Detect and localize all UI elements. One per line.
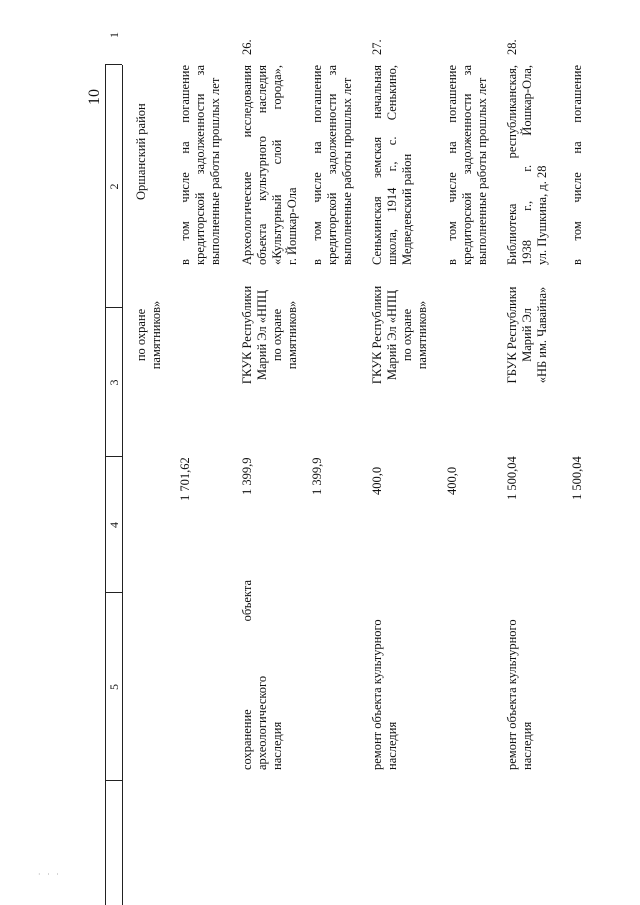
text-line: кредиторской задолженности за (460, 65, 474, 265)
carry-over-executor (134, 280, 164, 390)
executor-line: ГКУК Республики (240, 285, 254, 385)
text-line: 1938 г., г. Йошкар-Ола, (520, 65, 534, 265)
text-line: ремонт объекта культурного наследия (370, 619, 399, 770)
text-line: Сенькинская земская начальная (370, 65, 384, 265)
row-purpose (240, 580, 285, 770)
text-line: Медведевский район (400, 153, 414, 265)
text-line: г. Йошкар-Ола (285, 187, 299, 265)
text-line: выполненные работы прошлых лет (475, 77, 489, 265)
text-line: в том числе на погашение (310, 65, 324, 265)
executor-line: «НБ им. Чавайна» (535, 286, 549, 384)
row-sub-text (570, 65, 585, 265)
text-line: сохранение объекта археологического (240, 580, 269, 770)
row-object (240, 65, 300, 265)
executor-line: по охране (270, 308, 284, 362)
text-line: объекта культурного наследия (255, 65, 269, 265)
row-object (370, 65, 415, 265)
executor-line: ГБУК Республики (505, 286, 519, 384)
text-line: кредиторской задолженности за (325, 65, 339, 265)
column-header-2: 2 (107, 183, 121, 190)
text-line: школа, 1914 г., с. Сенькино, (385, 65, 399, 265)
executor-line: Марий Эл «НПЦ (255, 289, 269, 381)
column-header-3: 3 (107, 379, 121, 386)
table-header-border (122, 65, 123, 905)
district-name: Оршанский район (134, 103, 148, 200)
carry-over-sub-amount: 1 701,62 (178, 457, 192, 501)
text-line: наследия (270, 721, 284, 770)
text-line: в том числе на погашение (570, 65, 584, 265)
corner-mark: · · · (38, 870, 61, 879)
row-executor (505, 280, 550, 390)
text-line: в том числе на погашение (445, 65, 459, 265)
executor-line: памятников» (415, 300, 429, 370)
carry-over-sub-text (178, 65, 223, 265)
row-sub-text (310, 65, 355, 265)
row-number: 28. (505, 39, 519, 55)
row-amount: 400,0 (370, 466, 384, 495)
row-number: 27. (370, 39, 384, 55)
text-line: выполненные работы прошлых лет (340, 77, 354, 265)
row-purpose (505, 580, 535, 770)
executor-line: памятников» (285, 300, 299, 370)
row-sub-amount: 1 399,9 (310, 457, 324, 495)
executor-line: по охране (134, 308, 148, 362)
row-purpose (370, 580, 400, 770)
row-object (505, 65, 550, 265)
text-line: выполненные работы прошлых лет (208, 77, 222, 265)
text-line: Археологические исследования (240, 65, 254, 265)
executor-line: по охране (400, 308, 414, 362)
executor-line: Марий Эл «НПЦ (385, 289, 399, 381)
text-line: ул. Пушкина, д. 28 (535, 165, 549, 265)
row-executor (240, 280, 300, 390)
row-sub-text (445, 65, 490, 265)
row-number: 26. (240, 39, 254, 55)
text-line: ремонт объекта культурного наследия (505, 619, 534, 770)
row-sub-amount: 1 500,04 (570, 456, 584, 500)
row-amount: 1 399,9 (240, 457, 254, 495)
row-sub-amount: 400,0 (445, 466, 459, 495)
text-line: кредиторской задолженности за (193, 65, 207, 265)
table-top-border (105, 65, 106, 905)
text-line: в том числе на погашение (178, 65, 192, 265)
text-line: Библиотека республиканская, (505, 65, 519, 265)
row-executor (370, 280, 430, 390)
page-number: 10 (86, 89, 103, 105)
executor-line: ГКУК Республики (370, 285, 384, 385)
column-header-4: 4 (107, 522, 121, 528)
column-header-5: 5 (107, 684, 121, 690)
text-line: «Культурный слой города», (270, 65, 284, 265)
row-amount: 1 500,04 (505, 456, 519, 500)
executor-line: памятников» (149, 300, 163, 370)
column-header-1: 1 (107, 32, 121, 38)
executor-line: Марий Эл (520, 308, 534, 362)
